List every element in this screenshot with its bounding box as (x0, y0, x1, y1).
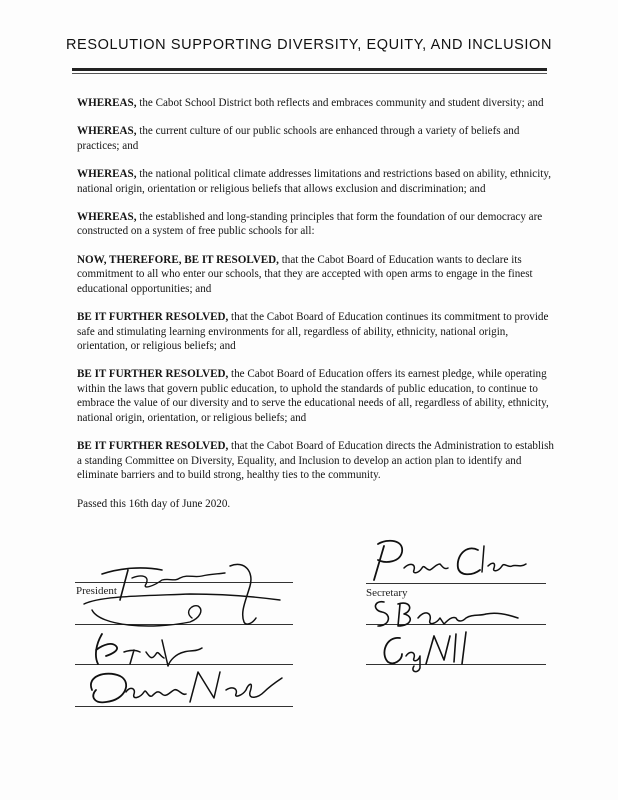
paragraph-lead: NOW, THEREFORE, BE IT RESOLVED, (77, 253, 279, 266)
board-signature-5 (376, 630, 486, 676)
passed-date: Passed this 16th day of June 2020. (77, 497, 231, 510)
resolution-body (77, 96, 555, 525)
paragraph-whereas-1 (77, 96, 555, 111)
paragraph-lead: WHEREAS, (77, 125, 137, 138)
resolution-title: RESOLUTION SUPPORTING DIVERSITY, EQUITY, AND INCLUSION (65, 37, 553, 53)
title-rule-thin (72, 73, 547, 74)
paragraph-lead: BE IT FURTHER RESOLVED, (77, 368, 229, 381)
paragraph-text: that the Cabot Board of Education wants to declare its commitment to all who enter our schools, that they are accepted with open arms to engage in the finest educational opportunities; and (77, 253, 533, 295)
paragraph-resolved (77, 253, 555, 297)
paragraph-lead: WHEREAS, (77, 167, 137, 180)
paragraph-whereas-3 (77, 167, 555, 196)
paragraph-lead: BE IT FURTHER RESOLVED, (77, 440, 229, 453)
paragraph-lead: BE IT FURTHER RESOLVED, (77, 310, 229, 323)
paragraph-whereas-4 (77, 210, 555, 239)
paragraph-further-resolved-1 (77, 310, 555, 354)
secretary-label: Secretary (366, 587, 408, 599)
paragraph-text: that the Cabot Board of Education directs the Administration to establish a standing Committee on Diversity, Equality, and Inclusion to develop an action plan to identify and eliminate barriers and to build strong, healthy ties to the community. (77, 440, 554, 482)
president-label: President (76, 585, 117, 597)
paragraph-text: the national political climate addresses limitations and restrictions based on ability, ethnicity, national origin, orientation or religious beliefs that allows exclusion and discrimination; and (77, 167, 551, 195)
paragraph-further-resolved-2 (77, 367, 555, 425)
board-signature-4 (368, 596, 528, 630)
paragraph-whereas-2 (77, 124, 555, 153)
paragraph-text: the established and long-standing principles that form the foundation of our democracy are constructed on a system of free public schools for all: (77, 210, 543, 238)
paragraph-lead: WHEREAS, (77, 97, 137, 109)
secretary-signature (360, 538, 530, 586)
president-signature (80, 560, 295, 630)
paragraph-text: the Cabot Board of Education offers its earnest pledge, while operating within the laws that govern public education, to uphold the standards of public education, to continue to embrace the value of our diversity and to serve the educational needs of all, regardless of ability, ethnicity, national origin, orientation, or religious beliefs; and (77, 368, 549, 425)
paragraph-lead: WHEREAS, (77, 210, 137, 223)
title-rule-thick (72, 68, 547, 71)
paragraph-text: the current culture of our public schools are enhanced through a variety of beliefs and practices; and (77, 125, 520, 152)
board-signature-2 (90, 630, 210, 670)
paragraph-text: the Cabot School District both reflects and embraces community and student diversity; and (136, 97, 544, 109)
board-signature-3 (86, 668, 286, 708)
paragraph-further-resolved-3 (77, 439, 555, 483)
paragraph-text: that the Cabot Board of Education continues its commitment to provide safe and stimulating learning environments for all, regardless of ability, ethnicity, national origin, orientation, or religious beliefs; and (77, 310, 549, 353)
